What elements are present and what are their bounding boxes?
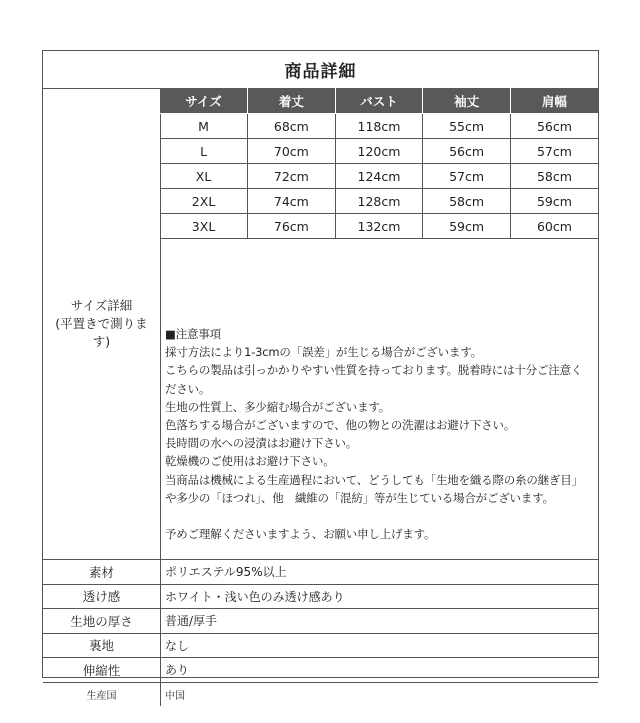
cell-shoulder: 57cm (510, 139, 598, 164)
cell-sleeve: 59cm (423, 214, 511, 239)
note-line: 乾燥機のご使用はお避け下さい。 (165, 454, 335, 469)
size-label-line: (平置きで測りま (55, 315, 148, 331)
column-header-length: 着丈 (248, 88, 336, 114)
spec-row-material (43, 560, 598, 585)
spec-label: 伸縮性 (43, 658, 161, 682)
note-line: 当商品は機械による生産過程において、どうしても「生地を織る際の糸の継ぎ目」 (165, 472, 583, 487)
cell-shoulder: 59cm (510, 189, 598, 214)
page-title: 商品詳細 (43, 51, 598, 89)
spec-row-stretch (43, 658, 598, 683)
cell-sleeve: 56cm (423, 139, 511, 164)
cell-size: M (160, 114, 248, 139)
cell-bust: 118cm (335, 114, 423, 139)
spec-label: 生産国 (43, 683, 161, 707)
spec-row-lining (43, 634, 598, 659)
spec-label: 生地の厚さ (43, 609, 161, 633)
notes-heading: ■注意事項 (165, 327, 221, 341)
table-row (160, 214, 598, 239)
spec-value: なし (165, 638, 190, 653)
cell-bust: 132cm (335, 214, 423, 239)
column-header-bust: バスト (335, 88, 423, 114)
spec-table (43, 560, 598, 706)
cell-size: XL (160, 164, 248, 189)
care-notes (160, 315, 598, 543)
spec-value: ポリエステル95%以上 (165, 565, 287, 580)
column-header-shoulder: 肩幅 (510, 88, 598, 114)
cell-shoulder: 56cm (510, 114, 598, 139)
cell-length: 76cm (248, 214, 336, 239)
cell-bust: 120cm (335, 139, 423, 164)
table-row (160, 114, 598, 139)
spec-label: 素材 (43, 560, 161, 584)
table-row (160, 189, 598, 214)
spec-row-thickness (43, 609, 598, 634)
spec-value: 普通/厚手 (165, 614, 218, 629)
column-header-size: サイズ (160, 88, 248, 114)
cell-length: 74cm (248, 189, 336, 214)
size-label-line: サイズ詳細 (70, 297, 133, 313)
cell-shoulder: 60cm (510, 214, 598, 239)
note-line: 長時間の水への浸漬はお避け下さい。 (165, 436, 358, 451)
spec-value: 中国 (165, 690, 185, 702)
size-table (160, 88, 598, 239)
spec-row-origin (43, 683, 598, 707)
spec-label: 透け感 (43, 585, 161, 609)
cell-length: 68cm (248, 114, 336, 139)
spec-value: あり (165, 663, 190, 678)
size-table-header (160, 88, 598, 114)
size-section-label (43, 88, 161, 559)
spec-value: ホワイト・浅い色のみ透け感あり (165, 589, 345, 604)
cell-bust: 124cm (335, 164, 423, 189)
cell-size: 3XL (160, 214, 248, 239)
notes-spacer (165, 507, 592, 525)
cell-size: L (160, 139, 248, 164)
note-line: ださい。 (165, 381, 211, 396)
notes-closing: 予めご理解くださいますよう、お願い申し上げます。 (165, 527, 436, 542)
note-line: 生地の性質上、多少縮む場合がございます。 (165, 399, 391, 414)
note-line: 色落ちする場合がございますので、他の物との洗濯はお避け下さい。 (165, 418, 516, 433)
cell-length: 72cm (248, 164, 336, 189)
spec-row-transparency (43, 585, 598, 610)
cell-bust: 128cm (335, 189, 423, 214)
cell-shoulder: 58cm (510, 164, 598, 189)
size-section (43, 88, 598, 560)
note-line: 採寸方法により1-3cmの「誤差」が生じる場合がございます。 (165, 345, 482, 360)
table-row (160, 139, 598, 164)
size-label-line: す) (92, 333, 111, 349)
table-row (160, 164, 598, 189)
column-header-sleeve: 袖丈 (423, 88, 511, 114)
cell-length: 70cm (248, 139, 336, 164)
cell-sleeve: 57cm (423, 164, 511, 189)
note-line: こちらの製品は引っかかりやすい性質を持っております。脱着時には十分ご注意く (165, 363, 583, 378)
cell-size: 2XL (160, 189, 248, 214)
product-details-panel (42, 50, 599, 702)
note-line: や多少の「ほつれ」、他 繊維の「混紡」等が生じている場合がございます。 (165, 490, 554, 505)
cell-sleeve: 55cm (423, 114, 511, 139)
spec-label: 裏地 (43, 634, 161, 658)
cell-sleeve: 58cm (423, 189, 511, 214)
